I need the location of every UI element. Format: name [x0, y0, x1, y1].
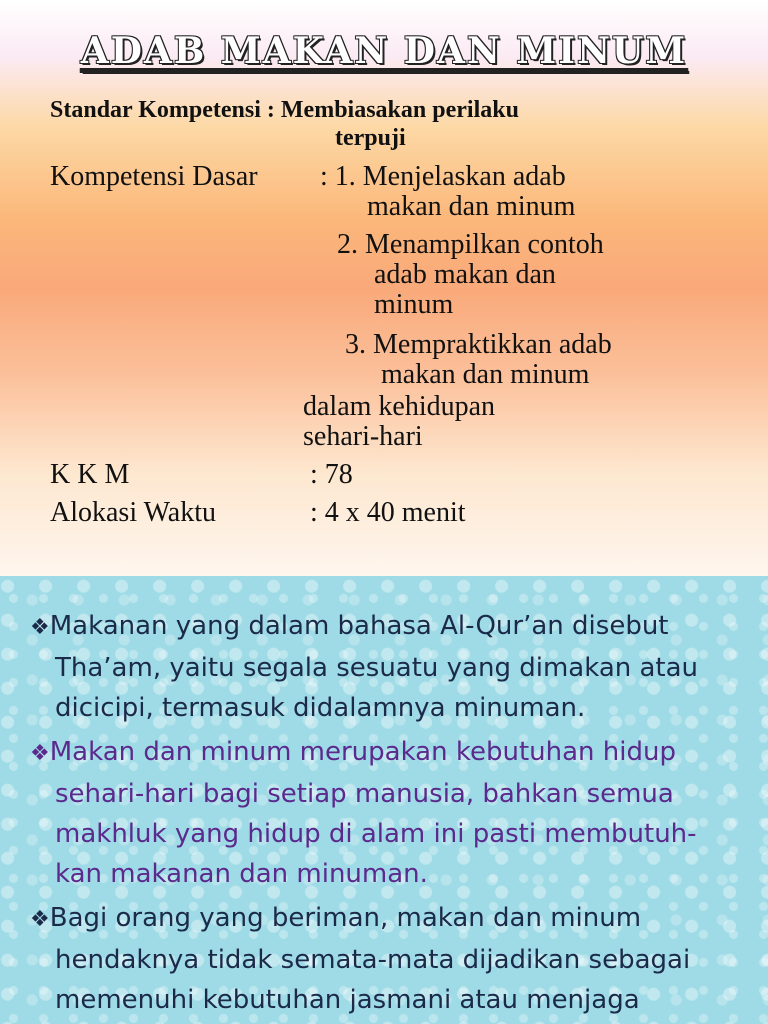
bullet-diamond-icon: ❖ [30, 615, 50, 640]
kd-item-3-line-4: sehari-hari [303, 421, 423, 452]
kd-item-1-line-1: : 1. Menjelaskan adab [320, 161, 566, 192]
alokasi-waktu-label: Alokasi Waktu [50, 497, 216, 528]
bullet-item [30, 898, 745, 1020]
kd-item-2-line-3: minum [374, 289, 454, 320]
kd-item-3-line-3: dalam kehidupan [303, 391, 496, 422]
bullet-2-line-4: kan makanan dan minuman. [55, 859, 428, 889]
bullet-item [30, 732, 745, 894]
bullet-2-line-3: makhluk yang hidup di alam ini pasti membutuh- [55, 819, 697, 849]
bullet-list [30, 606, 745, 1024]
kompetensi-dasar-label: Kompetensi Dasar [50, 161, 258, 192]
bullet-1-line-2: Tha’am, yaitu segala sesuatu yang dimakan atau [55, 653, 699, 683]
bullet-1-line-3: dicicipi, termasuk didalamnya minuman. [55, 693, 586, 723]
kkm-label: K K M [50, 459, 130, 490]
bullet-diamond-icon: ❖ [30, 907, 50, 932]
bullet-2-line-2: sehari-hari bagi setiap manusia, bahkan semua [55, 779, 674, 809]
bullet-1-line-1: Makanan yang dalam bahasa Al-Qur’an disebut [49, 611, 669, 641]
kkm-value: : 78 [310, 459, 353, 490]
alokasi-waktu-value: : 4 x 40 menit [310, 497, 466, 528]
bullet-3-line-2: hendaknya tidak semata-mata dijadikan sebagai [55, 945, 691, 975]
bullet-2-line-1: Makan dan minum merupakan kebutuhan hidup [49, 737, 676, 767]
standar-kompetensi-continued: terpuji [335, 125, 406, 151]
kd-item-3-line-2: makan dan minum [381, 359, 590, 390]
slide-content [0, 576, 768, 1024]
bullet-diamond-icon: ❖ [30, 741, 50, 766]
kd-item-3-line-1: 3. Mempraktikkan adab [345, 329, 612, 360]
kd-item-2-line-1: 2. Menampilkan contoh [337, 229, 604, 260]
standar-kompetensi-label: Standar Kompetensi : Membiasakan perilaku [50, 97, 519, 123]
bullet-3-line-1: Bagi orang yang beriman, makan dan minum [49, 903, 642, 933]
slide-title: ADAB MAKAN DAN MINUM [80, 30, 688, 72]
kd-item-1-line-2: makan dan minum [367, 191, 576, 222]
bullet-item [30, 606, 745, 728]
bullet-3-line-3: memenuhi kebutuhan jasmani atau menjaga [55, 985, 640, 1015]
kd-item-2-line-2: adab makan dan [374, 259, 556, 290]
